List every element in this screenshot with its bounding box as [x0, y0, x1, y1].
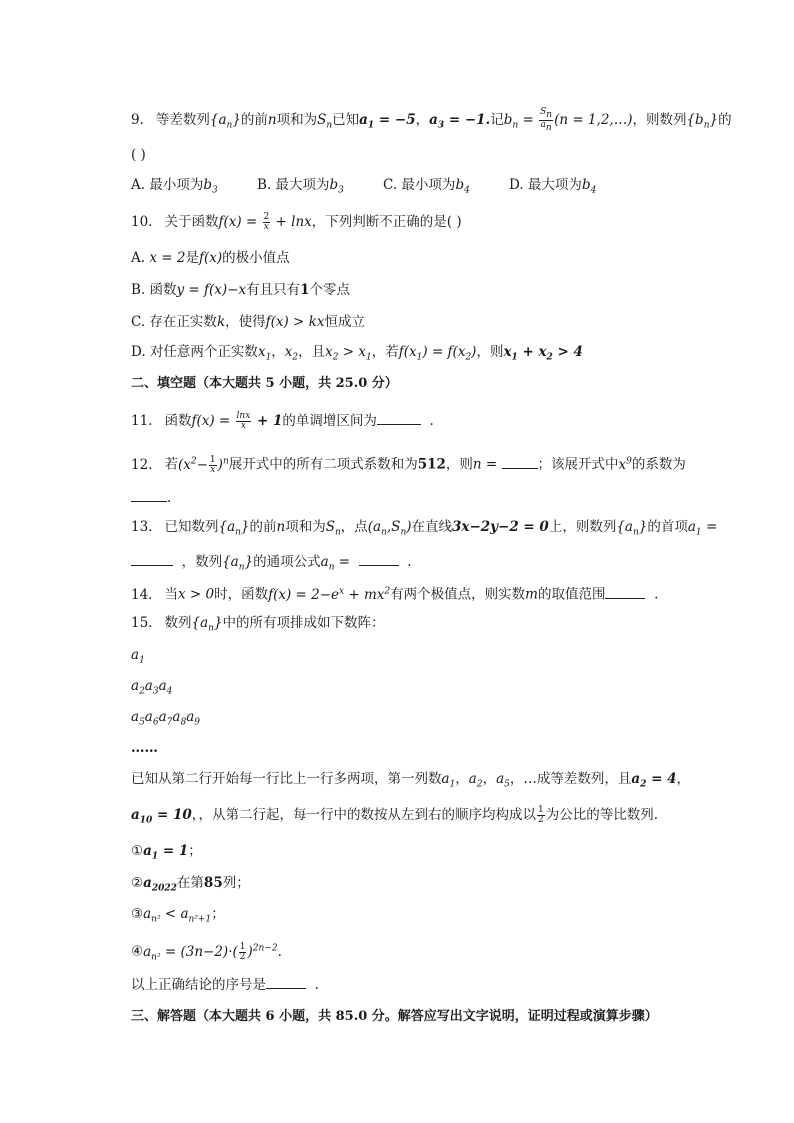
q9-paren: ( ): [131, 147, 146, 163]
matrix-ellipsis: ……: [131, 740, 158, 756]
answer-blank: [131, 551, 173, 566]
q15-line1: 15. 数列$\{a_n\}$中的所有项排成如下数阵：: [131, 615, 385, 634]
q12-number: 12.: [131, 456, 153, 473]
fraction: $\frac{1}{2}$: [239, 941, 246, 962]
matrix-row-3: $a_5a_6a_7a_8a_9$: [131, 709, 200, 728]
q12-line2: .: [131, 487, 171, 508]
q11-line: 11. 函数f(x) = $\frac{\ln x}{x}$ + 1的单调增区间为 .: [131, 411, 434, 431]
answer-blank: [605, 584, 645, 599]
q10-text-2: ，下列判断不正确的是( ): [311, 214, 462, 230]
q12-line1: 12. 若($x^2-$ $\frac{1}{x}$ )$^n$展开式中的所有二项式系数和为512，则n = ；该展开式中$x^9$的系数为: [131, 454, 686, 475]
math: $a_1 = -5$: [359, 111, 416, 131]
math: $\{a_n\}$: [209, 111, 241, 131]
answer-blank: [131, 487, 167, 502]
fraction: $\frac{\ln x}{x}$: [236, 411, 251, 431]
q10-option-a: A. x = 2是f(x)的极小值点: [131, 250, 290, 266]
math: $S_n$: [317, 111, 333, 131]
math: f(x) =: [218, 214, 262, 230]
matrix-row-1: $a_1$: [131, 647, 145, 666]
q10-option-c: C. 存在正实数k，使得f(x) > kx恒成立: [131, 314, 365, 330]
q9-text-7: ，则数列: [632, 111, 687, 128]
q15-para-line2: $a_{10} = 10$，，从第二行起，每一行中的数按从左到右的顺序均构成以 $\frac{1}{2}$ 为公比的等比数列.: [131, 805, 659, 826]
fraction: $\frac{1}{x}$: [209, 454, 216, 475]
q15-statement-4: $④a_{n^2} = (3n-2)\cdot$( $\frac{1}{2}$ )$^{2n-2}$.: [131, 941, 282, 963]
q15-statement-2: $②a_{2022}$在第85列；: [131, 875, 250, 894]
q13-line2: ，数列$\{a_n\}$的通项公式$a_n$ = .: [131, 551, 412, 578]
math: $a_3 = -1$.: [429, 111, 491, 131]
q9-text-3: 项和为: [276, 111, 318, 128]
q10-text-1: 关于函数: [164, 214, 219, 230]
q9-line1: [131, 108, 732, 135]
q13-line1: 13. 已知数列$\{a_n\}$的前n项和为$S_n$，点$(a_n,S_n)$在直线3x−2y−2 = 0上，则数列$\{a_n\}$的首项$a_1$ =: [131, 519, 718, 538]
q9-text-8: 的: [718, 111, 732, 128]
q11-number: 11.: [131, 413, 153, 429]
q9-option-b: B. 最大项为$b_3$: [257, 177, 344, 196]
math: $b_n$ =: [503, 111, 539, 131]
q9-option-c: C. 最小项为$b_4$: [383, 177, 470, 196]
q15-para-line1: 已知从第二行开始每一行比上一行多两项，第一列数$a_1$，$a_2$，$a_5$，…成等差数列，且$a_2 = 4$，: [131, 771, 691, 790]
math: + lnx: [271, 214, 312, 230]
q10-option-d: D. 对任意两个正实数$x_1$，$x_2$，且$x_2 > x_1$，若$f(x_1) = f(x_2)$，则$x_1 + x_2 > 4$: [131, 344, 583, 363]
q9-option-d: D. 最大项为$b_4$: [509, 177, 597, 196]
q9-options: [131, 175, 596, 201]
q9-text-5: ，: [415, 111, 430, 128]
q10-number: 10.: [131, 214, 153, 230]
fraction: $\frac{1}{2}$: [538, 805, 544, 825]
math: n: [267, 111, 277, 128]
section-heading-fill-in: 二、填空题（本大题共 5 小题，共 25.0 分）: [131, 376, 398, 391]
answer-blank: [359, 551, 399, 566]
math: $\{b_n\}$: [686, 111, 719, 131]
math: (n = 1,2,…): [554, 111, 633, 128]
matrix-row-2: $a_2a_3a_4$: [131, 678, 173, 697]
q9-number: 9.: [131, 111, 144, 128]
fraction: $\frac{S_n}{a_n}$: [540, 107, 553, 133]
q9-text-4: 已知: [332, 111, 360, 128]
answer-blank: [377, 410, 421, 425]
q15-statement-1: $①a_1 = 1$；: [131, 843, 202, 862]
section-heading-solutions: 三、解答题（本大题共 6 小题，共 85.0 分。解答应写出文字说明，证明过程或演算步骤）: [131, 1009, 658, 1024]
q10-line1: [131, 212, 462, 232]
q14-line: 14. 当x > 0时，函数$f(x) = 2-e^x + mx^2$有两个极值点，则实数m的取值范围 .: [131, 581, 658, 605]
q14-number: 14.: [131, 586, 153, 603]
answer-blank: [266, 974, 306, 989]
q9-text-1: 等差数列: [155, 111, 210, 128]
q9-text-2: 的前: [240, 111, 268, 128]
fraction: $\frac{2}{x}$: [263, 212, 270, 232]
q13-number: 13.: [131, 519, 153, 535]
q15-answer-line: 以上正确结论的序号是 .: [131, 974, 319, 995]
q15-number: 15.: [131, 615, 153, 631]
q10-option-b: B. 函数y = f(x)−x有且只有1个零点: [131, 282, 351, 298]
answer-blank: [502, 454, 538, 469]
q15-statement-3: $③a_{n^2} < a_{n^2+1}$；: [131, 906, 225, 925]
q9-text-6: 记: [490, 111, 504, 128]
q9-option-a: A. 最小项为$b_3$: [131, 177, 218, 196]
